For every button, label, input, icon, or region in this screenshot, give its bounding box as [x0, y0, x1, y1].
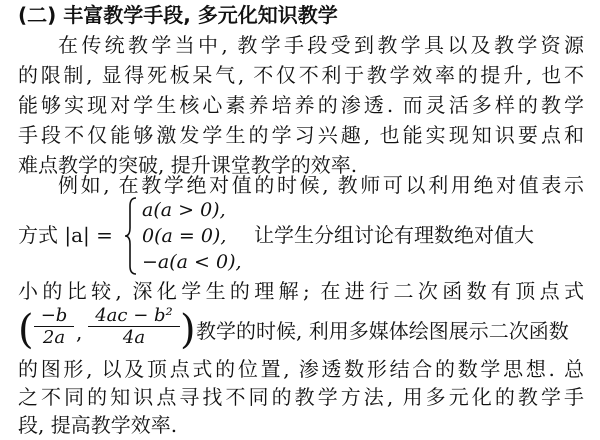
piecewise-case: −a(a < 0),: [142, 251, 242, 273]
right-paren: ): [180, 307, 196, 353]
paragraph-line: 之不同的知识点寻找不同的教学方法, 用多元化的教学手: [18, 385, 584, 409]
paragraph-line: 例如, 在教学绝对值的时候, 教师可以利用绝对值表示: [58, 173, 584, 197]
fraction-denominator: 4a: [122, 327, 146, 348]
vertex-x-fraction: [34, 306, 74, 349]
absolute-value-piecewise: [18, 196, 584, 276]
left-paren: (: [18, 307, 34, 353]
paragraph-line: 的限制, 显得死板呆气, 不仅不利于教学效率的提升, 也不: [18, 63, 584, 87]
piecewise-lead: 方式 |a| =: [18, 223, 113, 247]
fraction-numerator: −b: [34, 306, 74, 327]
piecewise-case: 0(a = 0),: [142, 225, 227, 247]
paragraph-line: 在传统教学当中, 教学手段受到教学具以及教学资源: [58, 33, 584, 57]
comma: ,: [76, 320, 83, 344]
section-heading: (二) 丰富教学手段, 多元化知识教学: [18, 3, 338, 27]
vertex-trailing-text: 教学的时候, 利用多媒体绘图展示二次函数: [196, 319, 569, 343]
paragraph-line: 能够实现对学生核心素养培养的渗透. 而灵活多样的教学: [18, 93, 584, 117]
paragraph-line: 小的比较, 深化学生的理解; 在进行二次函数有顶点式: [18, 279, 584, 303]
vertex-y-fraction: [88, 306, 180, 349]
left-brace-icon: [124, 196, 138, 276]
paragraph-line: 段, 提高教学效率.: [18, 413, 178, 437]
paragraph-line: 难点教学的突破, 提升课堂教学的效率.: [18, 153, 358, 177]
paragraph-line: 手段不仅能够激发学生的学习兴趣, 也能实现知识要点和: [18, 123, 584, 147]
fraction-denominator: 2a: [42, 327, 66, 348]
paragraph-line: 的图形, 以及顶点式的位置, 渗透数形结合的数学思想. 总: [18, 357, 584, 381]
piecewise-trailing-text: 让学生分组讨论有理数绝对值大: [254, 223, 534, 247]
fraction-numerator: 4ac − b²: [88, 306, 180, 327]
vertex-formula-line: [18, 306, 584, 356]
piecewise-case: a(a > 0),: [142, 199, 226, 221]
